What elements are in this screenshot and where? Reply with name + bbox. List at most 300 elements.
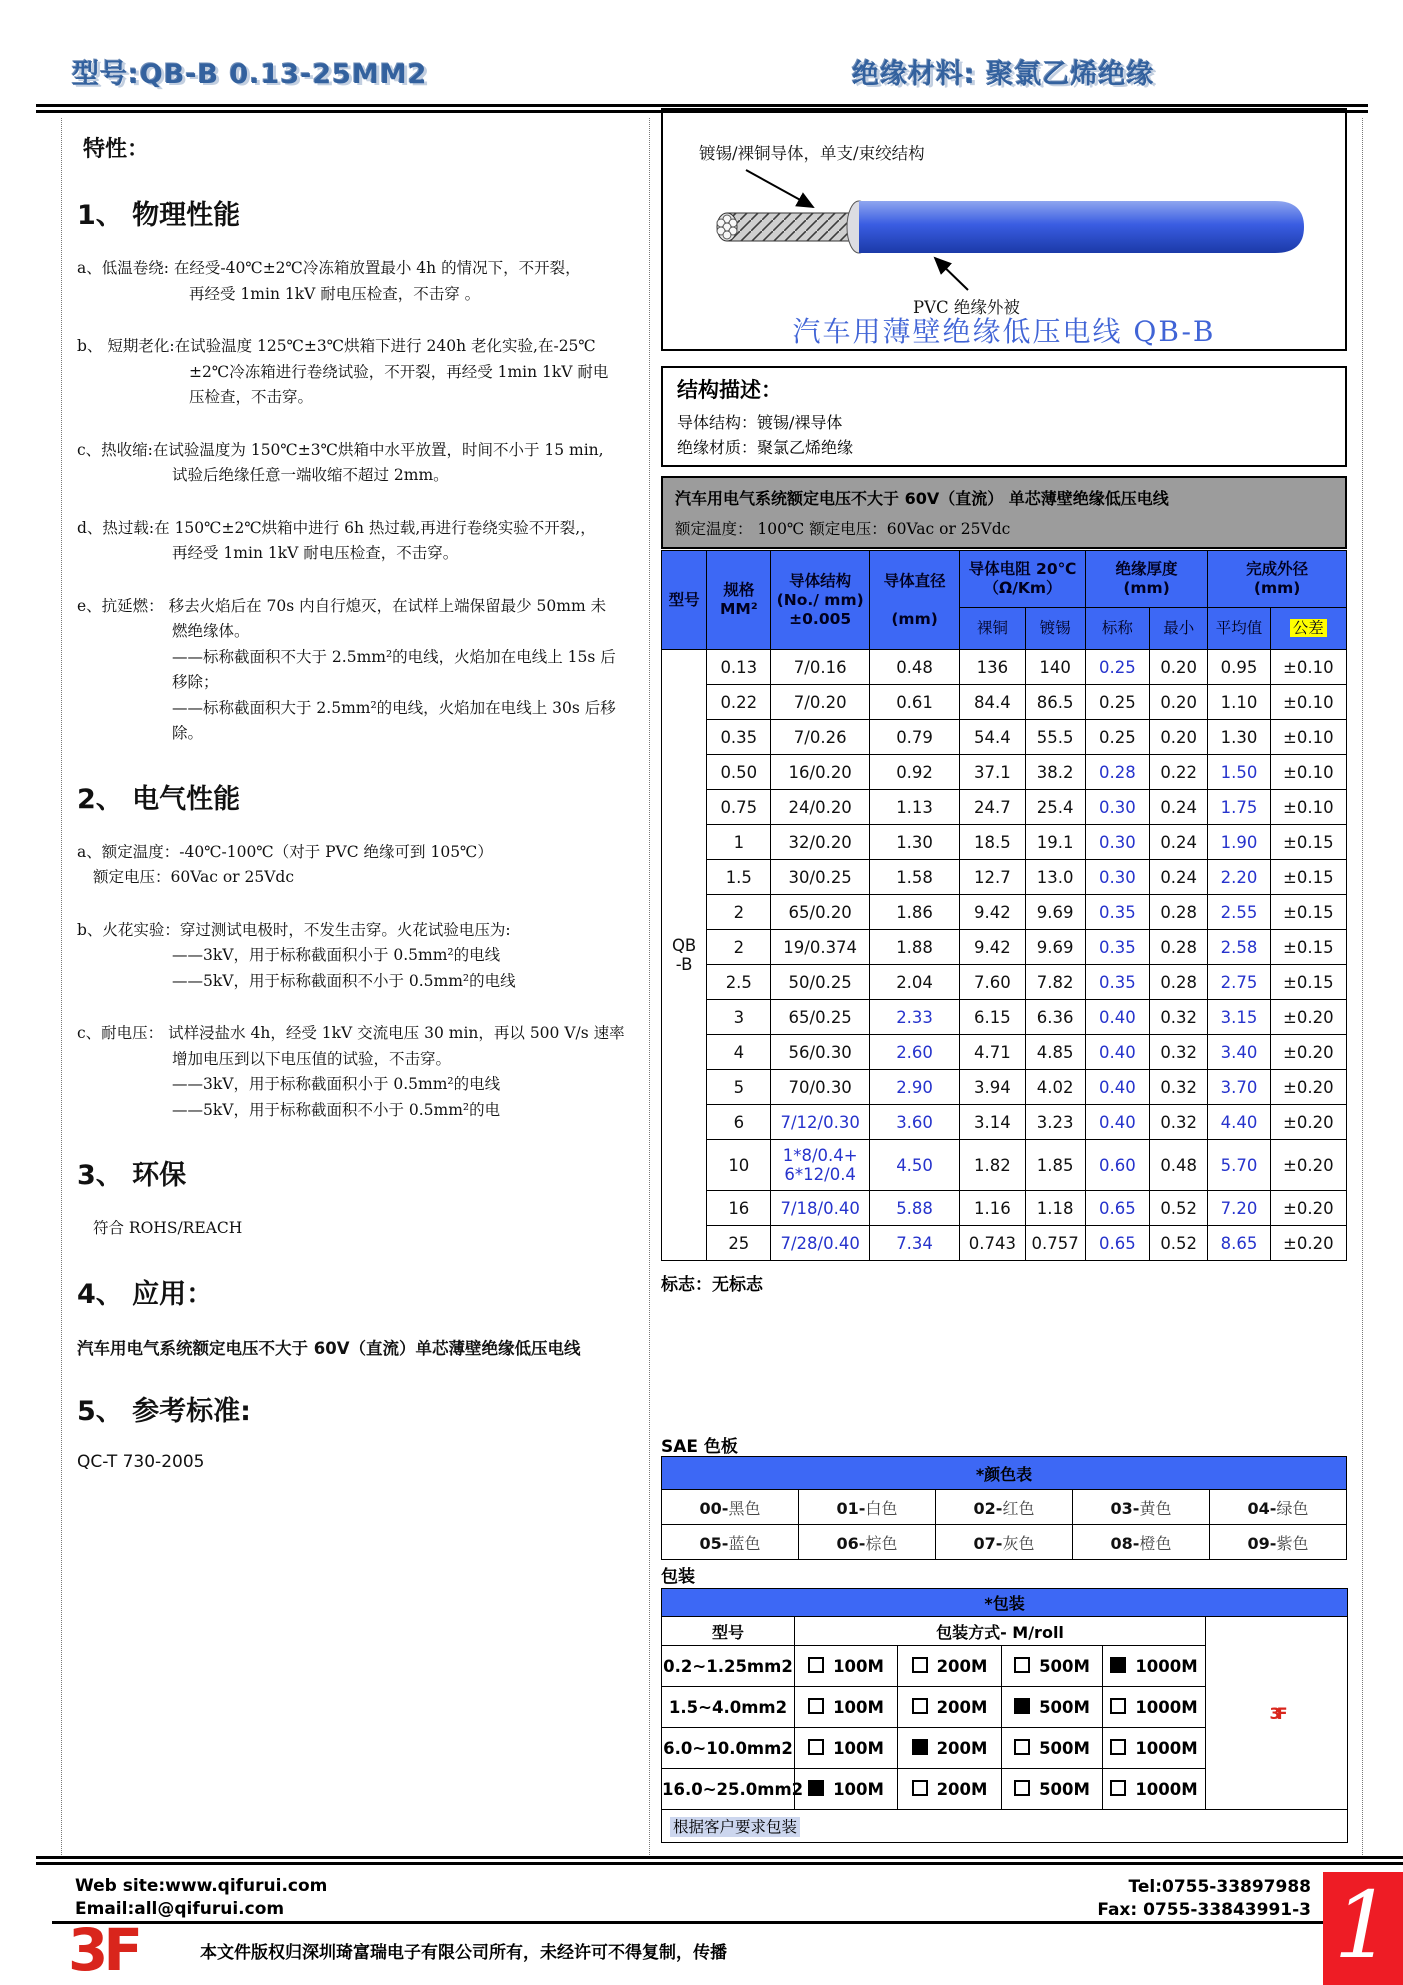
tolerance-cell: ±0.20 [1270, 1140, 1346, 1191]
col-header-tolerance: 公差 [1270, 608, 1346, 650]
insulation-material-line: 绝缘材质：聚氯乙烯绝缘 [677, 438, 854, 457]
sae-title: SAE 色板 [661, 1437, 738, 1457]
bare-resistance-cell: 7.60 [960, 965, 1025, 1000]
checkbox-unchecked-icon[interactable] [808, 1698, 824, 1714]
section-5-heading [77, 1389, 649, 1428]
structure-cell: 16/0.20 [771, 755, 869, 790]
diameter-cell: 2.04 [869, 965, 959, 1000]
bare-resistance-cell: 12.7 [960, 860, 1025, 895]
col-header-diameter: 导体直径 (mm) [869, 551, 959, 650]
tinned-resistance-cell: 38.2 [1025, 755, 1085, 790]
checkbox-unchecked-icon[interactable] [912, 1780, 928, 1796]
color-cell: 06-棕色 [799, 1525, 936, 1560]
color-cell: 05-蓝色 [662, 1525, 799, 1560]
text-line: ——3kV，用于标称截面积小于 0.5mm²的电线 [172, 1075, 501, 1093]
tinned-resistance-cell: 25.4 [1025, 790, 1085, 825]
packaging-option-cell[interactable]: 100M [795, 1728, 898, 1769]
website-link[interactable]: Web site:www.qifurui.com [75, 1876, 328, 1896]
page-number: 1 [1333, 1872, 1393, 1979]
nominal-thickness-cell: 0.30 [1085, 860, 1149, 895]
diameter-cell: 2.90 [869, 1070, 959, 1105]
min-thickness-cell: 0.24 [1150, 825, 1208, 860]
color-cell: 09-紫色 [1210, 1525, 1347, 1560]
bare-resistance-cell: 24.7 [960, 790, 1025, 825]
spec-cell: 3 [707, 1000, 771, 1035]
rohs-line [77, 1216, 649, 1242]
tinned-resistance-cell: 4.85 [1025, 1035, 1085, 1070]
avg-od-cell: 2.58 [1208, 930, 1270, 965]
summary-box [661, 476, 1347, 549]
section-1-heading [77, 193, 649, 232]
packaging-option-cell[interactable]: 500M [1002, 1769, 1103, 1810]
col-header-bare-copper: 裸铜 [960, 608, 1025, 650]
spec-cell: 0.13 [707, 650, 771, 685]
checkbox-unchecked-icon[interactable] [808, 1739, 824, 1755]
tinned-resistance-cell: 4.02 [1025, 1070, 1085, 1105]
min-thickness-cell: 0.20 [1150, 720, 1208, 755]
diameter-cell: 1.30 [869, 825, 959, 860]
tinned-resistance-cell: 55.5 [1025, 720, 1085, 755]
tolerance-cell: ±0.10 [1270, 720, 1346, 755]
conductor-label: 镀锡/裸铜导体，单支/束绞结构 [699, 144, 925, 163]
min-thickness-cell: 0.32 [1150, 1070, 1208, 1105]
tolerance-cell: ±0.15 [1270, 965, 1346, 1000]
nominal-thickness-cell: 0.30 [1085, 825, 1149, 860]
tinned-resistance-cell: 19.1 [1025, 825, 1085, 860]
packaging-option-cell[interactable]: 1000M [1103, 1728, 1206, 1769]
spec-cell: 0.22 [707, 685, 771, 720]
packaging-option-cell[interactable]: 100M [795, 1687, 898, 1728]
packaging-option-cell[interactable]: 1000M [1103, 1687, 1206, 1728]
packaging-model-cell: 16.0~25.0mm2 [662, 1769, 795, 1810]
spec-cell: 16 [707, 1191, 771, 1226]
section-3-heading [77, 1153, 649, 1192]
item-withstand [77, 1021, 649, 1123]
section-4-heading [77, 1272, 649, 1311]
diameter-cell: 1.88 [869, 930, 959, 965]
packaging-option-cell[interactable]: 200M [898, 1728, 1002, 1769]
structure-cell: 1*8/0.4+ 6*12/0.4 [771, 1140, 869, 1191]
page-number-badge [1323, 1872, 1403, 1985]
structure-cell: 7/18/0.40 [771, 1191, 869, 1226]
col-header-resistance: 导体电阻 20℃ （Ω/Km） [960, 551, 1086, 608]
min-thickness-cell: 0.24 [1150, 790, 1208, 825]
color-cell: 03-黄色 [1073, 1490, 1210, 1525]
text-line: 除。 [172, 724, 204, 742]
diameter-cell: 1.86 [869, 895, 959, 930]
nominal-thickness-cell: 0.40 [1085, 1105, 1149, 1140]
text-line: c、耐电压： 试样浸盐水 4h，经受 1kV 交流电压 30 min，再以 500 V/s 速率 [77, 1024, 625, 1042]
structure-cell: 32/0.20 [771, 825, 869, 860]
conductor-structure-line: 导体结构：镀锡/裸导体 [677, 413, 843, 432]
bare-resistance-cell: 54.4 [960, 720, 1025, 755]
text-line: 移除； [172, 673, 219, 691]
avg-od-cell: 1.50 [1208, 755, 1270, 790]
text-line: ±2℃冷冻箱进行卷绕试验，不开裂，再经受 1min 1kV 耐电 [189, 362, 609, 381]
company-logo: 3F [68, 1916, 138, 1984]
packaging-note-text: 根据客户要求包装 [670, 1817, 800, 1837]
packaging-model-cell: 6.0~10.0mm2 [662, 1728, 795, 1769]
text-line: 1、 物理性能 [77, 200, 241, 231]
tinned-resistance-cell: 7.82 [1025, 965, 1085, 1000]
text-line: QC-T 730-2005 [77, 1451, 205, 1472]
spec-cell: 0.50 [707, 755, 771, 790]
spec-table [661, 550, 1347, 1261]
color-cell: 08-橙色 [1073, 1525, 1210, 1560]
nominal-thickness-cell: 0.28 [1085, 755, 1149, 790]
bare-resistance-cell: 9.42 [960, 895, 1025, 930]
checkbox-unchecked-icon[interactable] [1014, 1657, 1030, 1673]
checkbox-checked-icon[interactable] [1110, 1657, 1126, 1673]
avg-od-cell: 2.75 [1208, 965, 1270, 1000]
item-flame [77, 594, 649, 747]
insulation-title: 绝缘材料: 聚氯乙烯绝缘 [852, 59, 1155, 90]
nominal-thickness-cell: 0.25 [1085, 650, 1149, 685]
copyright-text: 本文件版权归深圳琦富瑞电子有限公司所有，未经许可不得复制，传播 [200, 1943, 727, 1963]
structure-box [661, 366, 1347, 467]
packaging-note [662, 1810, 1348, 1843]
col-header-avg: 平均值 [1208, 608, 1270, 650]
bare-resistance-cell: 37.1 [960, 755, 1025, 790]
text-line: 特性： [83, 137, 150, 162]
col-header-tinned: 镀锡 [1025, 608, 1085, 650]
text-line: d、热过载:在 150℃±2℃烘箱中进行 6h 热过载,再进行卷绕实验不开裂,， [77, 518, 596, 537]
spec-cell: 10 [707, 1140, 771, 1191]
packaging-title: 包装 [661, 1567, 695, 1587]
tolerance-cell: ±0.15 [1270, 930, 1346, 965]
text-line: 压检查，不击穿。 [189, 388, 314, 406]
tolerance-cell: ±0.20 [1270, 1226, 1346, 1261]
text-line: ——标称截面积大于 2.5mm²的电线，火焰加在电线上 30s 后移 [172, 698, 616, 717]
tinned-resistance-cell: 6.36 [1025, 1000, 1085, 1035]
avg-od-cell: 2.20 [1208, 860, 1270, 895]
spec-cell: 4 [707, 1035, 771, 1070]
tinned-resistance-cell: 13.0 [1025, 860, 1085, 895]
spec-cell: 5 [707, 1070, 771, 1105]
spec-cell: 2.5 [707, 965, 771, 1000]
bare-resistance-cell: 1.16 [960, 1191, 1025, 1226]
checkbox-unchecked-icon[interactable] [1014, 1780, 1030, 1796]
nominal-thickness-cell: 0.40 [1085, 1000, 1149, 1035]
nominal-thickness-cell: 0.35 [1085, 895, 1149, 930]
avg-od-cell: 1.90 [1208, 825, 1270, 860]
packaging-option-cell[interactable]: 1000M [1103, 1769, 1206, 1810]
text-line: a、额定温度：-40℃-100℃（对于 PVC 绝缘可到 105℃） [77, 842, 493, 861]
min-thickness-cell: 0.22 [1150, 755, 1208, 790]
nominal-thickness-cell: 0.40 [1085, 1070, 1149, 1105]
bare-resistance-cell: 0.743 [960, 1226, 1025, 1261]
spec-cell: 1 [707, 825, 771, 860]
structure-cell: 30/0.25 [771, 860, 869, 895]
diameter-cell: 7.34 [869, 1226, 959, 1261]
col-header-spec: 规格 MM² [707, 551, 771, 650]
packaging-option-cell[interactable]: 200M [898, 1687, 1002, 1728]
packaging-option-cell[interactable]: 500M [1002, 1646, 1103, 1687]
packaging-method-header: 包装方式- M/roll [795, 1617, 1206, 1646]
tolerance-cell: ±0.20 [1270, 1070, 1346, 1105]
packaging-option-cell[interactable]: 500M [1002, 1687, 1103, 1728]
summary-line1: 汽车用电气系统额定电压不大于 60V（直流） 单芯薄壁绝缘低压电线 [675, 489, 1169, 508]
avg-od-cell: 7.20 [1208, 1191, 1270, 1226]
diameter-cell: 0.48 [869, 650, 959, 685]
packaging-option-cell[interactable]: 100M [795, 1646, 898, 1687]
nominal-thickness-cell: 0.65 [1085, 1226, 1149, 1261]
spec-cell: 2 [707, 930, 771, 965]
checkbox-checked-icon[interactable] [1014, 1698, 1030, 1714]
packaging-option-cell[interactable]: 1000M [1103, 1646, 1206, 1687]
packaging-option-cell[interactable]: 200M [898, 1769, 1002, 1810]
spec-cell: 0.75 [707, 790, 771, 825]
structure-cell: 19/0.374 [771, 930, 869, 965]
structure-cell: 65/0.20 [771, 895, 869, 930]
model-title: 型号:QB-B 0.13-25MM2 [72, 59, 428, 90]
structure-cell: 50/0.25 [771, 965, 869, 1000]
footer-rule [52, 1921, 1347, 1924]
text-line: 燃绝缘体。 [172, 622, 250, 640]
diameter-cell: 0.92 [869, 755, 959, 790]
checkbox-checked-icon[interactable] [808, 1780, 824, 1796]
tolerance-cell: ±0.20 [1270, 1035, 1346, 1070]
color-cell: 00-黑色 [662, 1490, 799, 1525]
tolerance-cell: ±0.15 [1270, 895, 1346, 930]
color-cell: 02-红色 [936, 1490, 1073, 1525]
text-line: ——标称截面积不大于 2.5mm²的电线，火焰加在电线上 15s 后 [172, 647, 616, 666]
text-line: e、抗延燃： 移去火焰后在 70s 内自行熄灭，在试样上端保留最少 50mm 未 [77, 596, 607, 615]
tolerance-cell: ±0.10 [1270, 650, 1346, 685]
nominal-thickness-cell: 0.60 [1085, 1140, 1149, 1191]
packaging-option-cell[interactable]: 500M [1002, 1728, 1103, 1769]
features-heading [83, 132, 649, 163]
min-thickness-cell: 0.52 [1150, 1226, 1208, 1261]
product-title: 汽车用薄壁绝缘低压电线 QB-B [792, 315, 1216, 348]
spec-cell: 1.5 [707, 860, 771, 895]
packaging-option-cell[interactable]: 100M [795, 1769, 898, 1810]
avg-od-cell: 3.40 [1208, 1035, 1270, 1070]
tolerance-cell: ±0.10 [1270, 755, 1346, 790]
bare-resistance-cell: 3.94 [960, 1070, 1025, 1105]
tinned-resistance-cell: 3.23 [1025, 1105, 1085, 1140]
col-header-od: 完成外径 (mm) [1208, 551, 1347, 608]
tolerance-cell: ±0.15 [1270, 860, 1346, 895]
diameter-cell: 3.60 [869, 1105, 959, 1140]
spec-cell: 25 [707, 1226, 771, 1261]
nominal-thickness-cell: 0.25 [1085, 685, 1149, 720]
wire-illustration-box [661, 108, 1347, 351]
text-line: ——5kV，用于标称截面积不小于 0.5mm²的电线 [172, 971, 516, 990]
avg-od-cell: 1.75 [1208, 790, 1270, 825]
tolerance-cell: ±0.20 [1270, 1105, 1346, 1140]
color-cell: 01-白色 [799, 1490, 936, 1525]
structure-cell: 24/0.20 [771, 790, 869, 825]
tolerance-cell: ±0.15 [1270, 825, 1346, 860]
item-rated [77, 840, 649, 891]
text-line: b、火花实验：穿过测试电极时，不发生击穿。火花试验电压为: [77, 920, 511, 939]
col-header-structure: 导体结构 (No./ mm) ±0.005 [771, 551, 869, 650]
checkbox-unchecked-icon[interactable] [1014, 1739, 1030, 1755]
text-line: ——3kV，用于标称截面积小于 0.5mm²的电线 [172, 946, 501, 964]
structure-cell: 70/0.30 [771, 1070, 869, 1105]
tinned-resistance-cell: 0.757 [1025, 1226, 1085, 1261]
checkbox-unchecked-icon[interactable] [1110, 1739, 1126, 1755]
diameter-cell: 0.61 [869, 685, 959, 720]
avg-od-cell: 3.70 [1208, 1070, 1270, 1105]
tinned-resistance-cell: 1.85 [1025, 1140, 1085, 1191]
text-line: b、 短期老化:在试验温度 125℃±3℃烘箱下进行 240h 老化实验,在-25℃ [77, 337, 596, 355]
text-line: 试验后绝缘任意一端收缩不超过 2mm。 [172, 466, 449, 484]
structure-cell: 7/0.16 [771, 650, 869, 685]
standard-line [77, 1452, 649, 1472]
packaging-option-cell[interactable]: 200M [898, 1646, 1002, 1687]
bare-resistance-cell: 9.42 [960, 930, 1025, 965]
col-header-model: 型号 [662, 551, 707, 650]
min-thickness-cell: 0.24 [1150, 860, 1208, 895]
color-table-header: *颜色表 [662, 1457, 1347, 1490]
structure-cell: 7/0.20 [771, 685, 869, 720]
packaging-table [661, 1588, 1348, 1843]
text-line: a、低温卷绕: 在经受-40℃±2℃冷冻箱放置最小 4h 的情况下，不开裂， [77, 259, 581, 277]
min-thickness-cell: 0.48 [1150, 1140, 1208, 1191]
diameter-cell: 0.79 [869, 720, 959, 755]
structure-title: 结构描述： [677, 378, 782, 402]
col-header-nominal: 标称 [1085, 608, 1149, 650]
avg-od-cell: 3.15 [1208, 1000, 1270, 1035]
structure-cell: 7/12/0.30 [771, 1105, 869, 1140]
bare-resistance-cell: 6.15 [960, 1000, 1025, 1035]
application-line [77, 1335, 649, 1359]
item-shrink [77, 438, 649, 489]
tinned-resistance-cell: 9.69 [1025, 895, 1085, 930]
diameter-cell: 5.88 [869, 1191, 959, 1226]
item-aging [77, 334, 649, 411]
bare-resistance-cell: 1.82 [960, 1140, 1025, 1191]
text-line: 额定电压：60Vac or 25Vdc [93, 868, 295, 886]
fax-text: Fax: 0755-33843991-3 [1097, 1900, 1311, 1920]
packaging-table-header: *包装 [662, 1589, 1348, 1617]
nominal-thickness-cell: 0.35 [1085, 930, 1149, 965]
color-cell: 04-绿色 [1210, 1490, 1347, 1525]
tinned-resistance-cell: 1.18 [1025, 1191, 1085, 1226]
text-line: 3、 环保 [77, 1160, 187, 1191]
packaging-3f-logo: 3F [1206, 1617, 1348, 1810]
min-thickness-cell: 0.52 [1150, 1191, 1208, 1226]
tinned-resistance-cell: 9.69 [1025, 930, 1085, 965]
item-spark [77, 918, 649, 995]
nominal-thickness-cell: 0.25 [1085, 720, 1149, 755]
model-cell: QB -B [662, 650, 707, 1261]
min-thickness-cell: 0.28 [1150, 895, 1208, 930]
summary-line2: 额定温度： 100℃ 额定电压：60Vac or 25Vdc [675, 520, 1011, 538]
bare-resistance-cell: 84.4 [960, 685, 1025, 720]
tinned-resistance-cell: 140 [1025, 650, 1085, 685]
footer-divider [36, 1856, 1403, 1865]
item-overload [77, 516, 649, 567]
tel-text: Tel:0755-33897988 [1128, 1877, 1311, 1897]
min-thickness-cell: 0.28 [1150, 930, 1208, 965]
tolerance-cell: ±0.20 [1270, 1000, 1346, 1035]
min-thickness-cell: 0.32 [1150, 1035, 1208, 1070]
tolerance-cell: ±0.20 [1270, 1191, 1346, 1226]
min-thickness-cell: 0.28 [1150, 965, 1208, 1000]
tinned-resistance-cell: 86.5 [1025, 685, 1085, 720]
right-border-line [1362, 118, 1363, 1855]
text-line: 符合 ROHS/REACH [93, 1219, 243, 1237]
packaging-model-cell: 1.5~4.0mm2 [662, 1687, 795, 1728]
avg-od-cell: 2.55 [1208, 895, 1270, 930]
text-line: ——5kV，用于标称截面积不小于 0.5mm²的电 [172, 1100, 501, 1119]
spec-cell: 0.35 [707, 720, 771, 755]
text-line: 5、 参考标准: [77, 1395, 251, 1427]
tolerance-cell: ±0.10 [1270, 790, 1346, 825]
min-thickness-cell: 0.20 [1150, 650, 1208, 685]
structure-cell: 65/0.25 [771, 1000, 869, 1035]
bare-resistance-cell: 18.5 [960, 825, 1025, 860]
text-line: 2、 电气性能 [77, 783, 241, 815]
email-link[interactable]: Email:all@qifurui.com [75, 1899, 285, 1919]
diameter-cell: 4.50 [869, 1140, 959, 1191]
packaging-model-col-header: 型号 [662, 1617, 795, 1646]
diameter-cell: 1.58 [869, 860, 959, 895]
spec-cell: 2 [707, 895, 771, 930]
min-thickness-cell: 0.32 [1150, 1000, 1208, 1035]
nominal-thickness-cell: 0.40 [1085, 1035, 1149, 1070]
bare-resistance-cell: 136 [960, 650, 1025, 685]
color-cell: 07-灰色 [936, 1525, 1073, 1560]
avg-od-cell: 0.95 [1208, 650, 1270, 685]
col-header-thickness: 绝缘厚度 (mm) [1085, 551, 1208, 608]
checkbox-unchecked-icon[interactable] [1110, 1780, 1126, 1796]
nominal-thickness-cell: 0.65 [1085, 1191, 1149, 1226]
structure-cell: 7/0.26 [771, 720, 869, 755]
col-header-min: 最小 [1150, 608, 1208, 650]
text-line: 4、 应用： [77, 1278, 214, 1310]
min-thickness-cell: 0.32 [1150, 1105, 1208, 1140]
left-border-line [61, 118, 62, 1855]
text-line: 再经受 1min 1kV 耐电压检查，不击穿 。 [189, 284, 481, 303]
avg-od-cell: 1.10 [1208, 685, 1270, 720]
nominal-thickness-cell: 0.35 [1085, 965, 1149, 1000]
bare-resistance-cell: 4.71 [960, 1035, 1025, 1070]
text-line: 汽车用电气系统额定电压不大于 60V（直流）单芯薄壁绝缘低压电线 [77, 1338, 581, 1358]
tolerance-cell: ±0.10 [1270, 685, 1346, 720]
avg-od-cell: 4.40 [1208, 1105, 1270, 1140]
mark-line: 标志：无标志 [661, 1275, 763, 1295]
min-thickness-cell: 0.20 [1150, 685, 1208, 720]
text-line: 增加电压到以下电压值的试验，不击穿。 [172, 1049, 452, 1068]
text-line: c、热收缩:在试验温度为 150℃±3℃烘箱中水平放置，时间不小于 15 min, [77, 440, 604, 459]
item-low-temp [77, 256, 649, 307]
avg-od-cell: 1.30 [1208, 720, 1270, 755]
diameter-cell: 2.33 [869, 1000, 959, 1035]
checkbox-unchecked-icon[interactable] [1110, 1698, 1126, 1714]
checkbox-checked-icon[interactable] [912, 1739, 928, 1755]
diameter-cell: 1.13 [869, 790, 959, 825]
avg-od-cell: 5.70 [1208, 1140, 1270, 1191]
section-2-heading [77, 777, 649, 816]
features-column [77, 124, 649, 1498]
bare-resistance-cell: 3.14 [960, 1105, 1025, 1140]
packaging-model-cell: 0.2~1.25mm2 [662, 1646, 795, 1687]
avg-od-cell: 8.65 [1208, 1226, 1270, 1261]
nominal-thickness-cell: 0.30 [1085, 790, 1149, 825]
column-divider-line [649, 118, 650, 1855]
checkbox-unchecked-icon[interactable] [808, 1657, 824, 1673]
spec-cell: 6 [707, 1105, 771, 1140]
checkbox-unchecked-icon[interactable] [912, 1698, 928, 1714]
diameter-cell: 2.60 [869, 1035, 959, 1070]
checkbox-unchecked-icon[interactable] [912, 1657, 928, 1673]
structure-cell: 56/0.30 [771, 1035, 869, 1070]
structure-cell: 7/28/0.40 [771, 1226, 869, 1261]
